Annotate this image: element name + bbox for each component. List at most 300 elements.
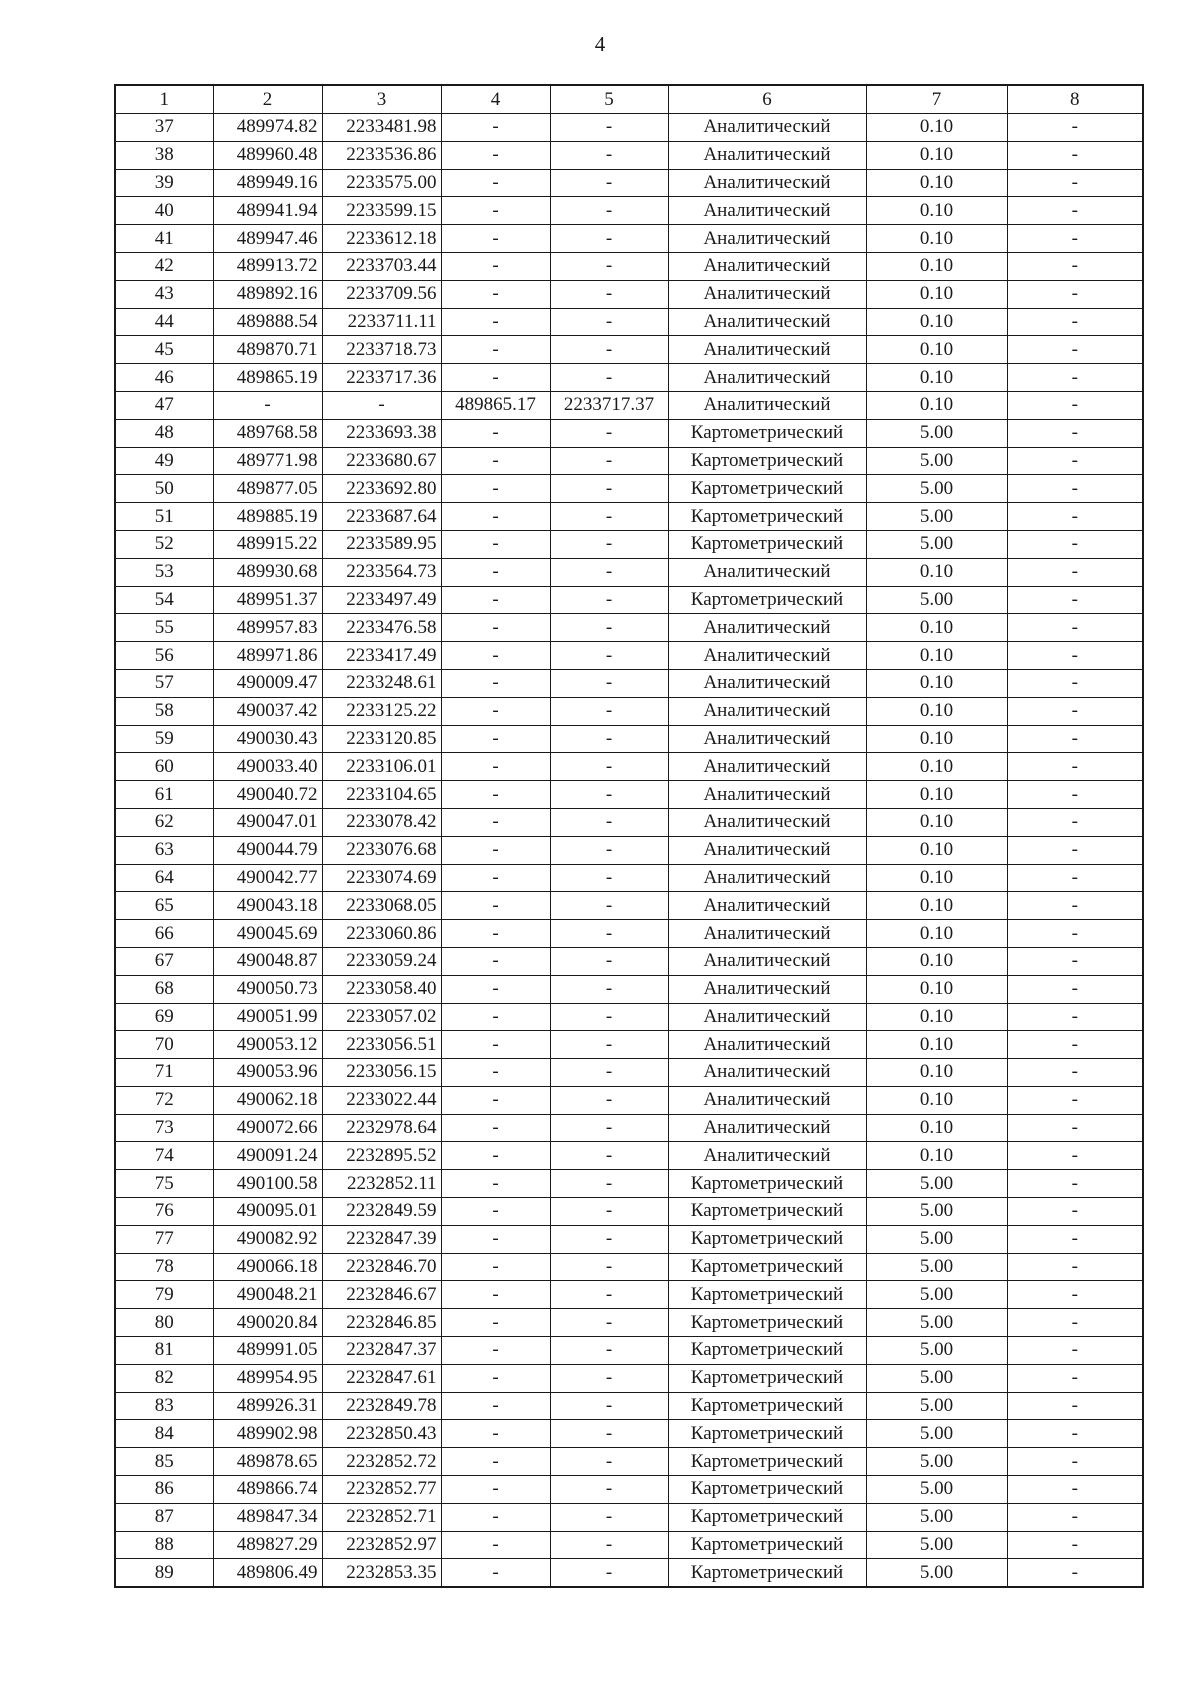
table-cell-col-7: 5.00 [866,1225,1007,1253]
table-cell-col-4: - [441,781,550,809]
table-cell-col-8: - [1007,1309,1143,1337]
table-cell-col-1: 62 [115,808,213,836]
table-cell-col-8: - [1007,836,1143,864]
table-cell-col-8: - [1007,1003,1143,1031]
table-cell-col-7: 5.00 [866,1420,1007,1448]
table-cell-col-5: - [550,1225,668,1253]
table-row [115,781,1143,809]
table-cell-col-4: - [441,308,550,336]
table-cell-col-6: Картометрический [668,1225,866,1253]
table-cell-col-7: 0.10 [866,697,1007,725]
table-cell-col-3: 2233022.44 [322,1086,441,1114]
table-row [115,975,1143,1003]
table-row [115,1531,1143,1559]
table-cell-col-4: - [441,419,550,447]
table-cell-col-4: - [441,364,550,392]
table-cell-col-6: Аналитический [668,197,866,225]
table-cell-col-5: - [550,892,668,920]
table-row [115,114,1143,142]
table-cell-col-7: 5.00 [866,447,1007,475]
table-cell-col-5: - [550,558,668,586]
table-cell-col-8: - [1007,1448,1143,1476]
table-cell-col-1: 85 [115,1448,213,1476]
table-cell-col-1: 67 [115,947,213,975]
table-cell-col-5: - [550,336,668,364]
table-cell-col-3: 2233125.22 [322,697,441,725]
column-header-8: 8 [1007,85,1143,114]
table-cell-col-2: 490072.66 [213,1114,322,1142]
table-cell-col-6: Аналитический [668,642,866,670]
table-cell-col-6: Аналитический [668,1114,866,1142]
table-cell-col-3: 2233058.40 [322,975,441,1003]
table-cell-col-3: 2232850.43 [322,1420,441,1448]
table-cell-col-8: - [1007,697,1143,725]
table-cell-col-7: 5.00 [866,1281,1007,1309]
column-header-4: 4 [441,85,550,114]
table-cell-col-6: Аналитический [668,336,866,364]
table-cell-col-7: 0.10 [866,836,1007,864]
table-cell-col-8: - [1007,197,1143,225]
table-row [115,475,1143,503]
table-cell-col-6: Аналитический [668,252,866,280]
table-cell-col-6: Картометрический [668,503,866,531]
table-cell-col-8: - [1007,1170,1143,1198]
table-cell-col-7: 0.10 [866,336,1007,364]
table-cell-col-7: 5.00 [866,1337,1007,1365]
table-cell-col-4: - [441,669,550,697]
table-cell-col-5: - [550,1031,668,1059]
table-cell-col-8: - [1007,503,1143,531]
table-cell-col-8: - [1007,1531,1143,1559]
table-cell-col-4: - [441,1003,550,1031]
table-cell-col-2: 490051.99 [213,1003,322,1031]
table-cell-col-1: 57 [115,669,213,697]
table-cell-col-4: - [441,1559,550,1587]
table-cell-col-4: - [441,1392,550,1420]
table-cell-col-5: - [550,920,668,948]
table-cell-col-4: - [441,1086,550,1114]
table-cell-col-8: - [1007,419,1143,447]
table-cell-col-7: 5.00 [866,1503,1007,1531]
table-cell-col-2: 489865.19 [213,364,322,392]
table-cell-col-2: 489768.58 [213,419,322,447]
table-row [115,1086,1143,1114]
table-cell-col-6: Аналитический [668,1059,866,1087]
table-cell-col-3: 2233703.44 [322,252,441,280]
table-row [115,1476,1143,1504]
table-cell-col-3: 2233104.65 [322,781,441,809]
table-cell-col-2: - [213,391,322,419]
table-cell-col-1: 51 [115,503,213,531]
table-row [115,669,1143,697]
table-cell-col-3: 2233481.98 [322,114,441,142]
table-cell-col-3: 2233106.01 [322,753,441,781]
table-cell-col-5: - [550,1309,668,1337]
table-cell-col-8: - [1007,614,1143,642]
table-row [115,1420,1143,1448]
table-cell-col-8: - [1007,947,1143,975]
table-cell-col-7: 0.10 [866,892,1007,920]
table-cell-col-4: - [441,169,550,197]
table-cell-col-5: - [550,1281,668,1309]
table-cell-col-6: Аналитический [668,1142,866,1170]
table-cell-col-1: 77 [115,1225,213,1253]
table-cell-col-8: - [1007,475,1143,503]
table-cell-col-2: 489866.74 [213,1476,322,1504]
table-cell-col-3: 2232978.64 [322,1114,441,1142]
table-row [115,1114,1143,1142]
table-cell-col-2: 489947.46 [213,225,322,253]
table-cell-col-5: - [550,1198,668,1226]
table-cell-col-8: - [1007,1364,1143,1392]
table-cell-col-2: 489888.54 [213,308,322,336]
table-cell-col-6: Картометрический [668,1170,866,1198]
table-cell-col-6: Аналитический [668,669,866,697]
table-cell-col-7: 5.00 [866,1392,1007,1420]
table-cell-col-2: 490020.84 [213,1309,322,1337]
table-cell-col-5: - [550,1086,668,1114]
table-cell-col-2: 489971.86 [213,642,322,670]
table-cell-col-3: 2233076.68 [322,836,441,864]
table-cell-col-1: 50 [115,475,213,503]
table-cell-col-1: 46 [115,364,213,392]
table-cell-col-4: - [441,920,550,948]
table-cell-col-5: - [550,1392,668,1420]
table-cell-col-1: 63 [115,836,213,864]
table-cell-col-1: 59 [115,725,213,753]
table-cell-col-1: 44 [115,308,213,336]
header-row [115,85,1143,114]
table-cell-col-1: 75 [115,1170,213,1198]
table-cell-col-8: - [1007,1337,1143,1365]
table-cell-col-3: 2233711.11 [322,308,441,336]
table-row [115,364,1143,392]
table-cell-col-5: - [550,1337,668,1365]
table-cell-col-2: 490047.01 [213,808,322,836]
table-cell-col-2: 489885.19 [213,503,322,531]
table-cell-col-2: 490043.18 [213,892,322,920]
table-cell-col-3: 2232849.78 [322,1392,441,1420]
table-cell-col-7: 0.10 [866,1003,1007,1031]
table-cell-col-6: Аналитический [668,1003,866,1031]
table-cell-col-3: 2233612.18 [322,225,441,253]
table-cell-col-3: - [322,391,441,419]
table-cell-col-8: - [1007,558,1143,586]
table-cell-col-2: 489957.83 [213,614,322,642]
table-header [115,85,1143,114]
table-cell-col-7: 5.00 [866,475,1007,503]
table-cell-col-1: 45 [115,336,213,364]
table-cell-col-7: 0.10 [866,1114,1007,1142]
table-cell-col-4: - [441,892,550,920]
table-cell-col-6: Аналитический [668,920,866,948]
table-cell-col-7: 0.10 [866,558,1007,586]
table-row [115,503,1143,531]
table-cell-col-4: - [441,1503,550,1531]
table-cell-col-7: 5.00 [866,503,1007,531]
table-cell-col-6: Аналитический [668,280,866,308]
table-cell-col-8: - [1007,642,1143,670]
table-cell-col-2: 490082.92 [213,1225,322,1253]
table-cell-col-2: 489771.98 [213,447,322,475]
table-cell-col-3: 2233417.49 [322,642,441,670]
table-row [115,1309,1143,1337]
table-cell-col-3: 2232846.85 [322,1309,441,1337]
table-cell-col-8: - [1007,1059,1143,1087]
table-cell-col-8: - [1007,753,1143,781]
table-cell-col-2: 489941.94 [213,197,322,225]
table-row [115,1281,1143,1309]
table-cell-col-4: - [441,336,550,364]
table-row [115,1503,1143,1531]
table-cell-col-8: - [1007,447,1143,475]
page-number: 4 [594,32,606,56]
table-cell-col-4: - [441,1531,550,1559]
table-cell-col-2: 489806.49 [213,1559,322,1587]
table-cell-col-7: 0.10 [866,725,1007,753]
table-cell-col-8: - [1007,141,1143,169]
table-cell-col-1: 79 [115,1281,213,1309]
table-cell-col-3: 2233056.51 [322,1031,441,1059]
table-cell-col-7: 5.00 [866,1170,1007,1198]
table-cell-col-2: 489960.48 [213,141,322,169]
table-cell-col-3: 2233692.80 [322,475,441,503]
table-cell-col-1: 65 [115,892,213,920]
table-cell-col-3: 2233693.38 [322,419,441,447]
table-cell-col-1: 41 [115,225,213,253]
table-cell-col-7: 0.10 [866,753,1007,781]
table-cell-col-8: - [1007,225,1143,253]
table-cell-col-2: 489847.34 [213,1503,322,1531]
table-body [115,114,1143,1588]
table-cell-col-5: - [550,975,668,1003]
table-cell-col-3: 2233564.73 [322,558,441,586]
table-cell-col-2: 489915.22 [213,530,322,558]
table-cell-col-4: - [441,1281,550,1309]
table-cell-col-6: Картометрический [668,1309,866,1337]
table-cell-col-7: 5.00 [866,586,1007,614]
table-cell-col-4: - [441,1114,550,1142]
table-cell-col-6: Аналитический [668,391,866,419]
table-cell-col-7: 5.00 [866,1364,1007,1392]
table-cell-col-3: 2233497.49 [322,586,441,614]
table-cell-col-8: - [1007,114,1143,142]
table-cell-col-2: 490030.43 [213,725,322,753]
table-cell-col-5: - [550,781,668,809]
table-row [115,808,1143,836]
table-cell-col-2: 489878.65 [213,1448,322,1476]
table-cell-col-2: 490037.42 [213,697,322,725]
column-header-7: 7 [866,85,1007,114]
table-cell-col-1: 73 [115,1114,213,1142]
table-row [115,1337,1143,1365]
table-cell-col-2: 489949.16 [213,169,322,197]
table-cell-col-7: 0.10 [866,864,1007,892]
table-cell-col-7: 0.10 [866,947,1007,975]
table-cell-col-5: - [550,1253,668,1281]
table-cell-col-3: 2232852.77 [322,1476,441,1504]
table-cell-col-2: 490095.01 [213,1198,322,1226]
table-cell-col-4: - [441,141,550,169]
table-cell-col-3: 2232852.97 [322,1531,441,1559]
table-cell-col-7: 0.10 [866,669,1007,697]
table-cell-col-2: 490053.96 [213,1059,322,1087]
table-cell-col-5: - [550,1142,668,1170]
table-cell-col-6: Аналитический [668,558,866,586]
table-cell-col-7: 5.00 [866,1448,1007,1476]
table-cell-col-4: - [441,447,550,475]
table-cell-col-3: 2232852.71 [322,1503,441,1531]
table-cell-col-8: - [1007,308,1143,336]
table-cell-col-1: 78 [115,1253,213,1281]
table-cell-col-2: 489892.16 [213,280,322,308]
table-cell-col-6: Аналитический [668,808,866,836]
table-cell-col-5: - [550,475,668,503]
table-cell-col-3: 2233059.24 [322,947,441,975]
table-row [115,169,1143,197]
table-cell-col-5: - [550,141,668,169]
table-cell-col-5: - [550,280,668,308]
table-cell-col-1: 68 [115,975,213,1003]
table-cell-col-7: 0.10 [866,141,1007,169]
table-cell-col-5: - [550,1003,668,1031]
table-cell-col-6: Картометрический [668,447,866,475]
table-cell-col-4: - [441,697,550,725]
table-cell-col-4: - [441,753,550,781]
table-cell-col-2: 490009.47 [213,669,322,697]
table-cell-col-5: - [550,836,668,864]
table-cell-col-5: - [550,114,668,142]
table-row [115,753,1143,781]
table-row [115,336,1143,364]
table-row [115,1142,1143,1170]
table-cell-col-6: Аналитический [668,169,866,197]
table-cell-col-3: 2233718.73 [322,336,441,364]
table-cell-col-8: - [1007,1476,1143,1504]
table-cell-col-7: 0.10 [866,1031,1007,1059]
table-cell-col-3: 2233589.95 [322,530,441,558]
table-cell-col-6: Картометрический [668,1253,866,1281]
table-cell-col-3: 2232849.59 [322,1198,441,1226]
table-cell-col-6: Аналитический [668,725,866,753]
table-cell-col-7: 0.10 [866,252,1007,280]
table-cell-col-4: - [441,642,550,670]
table-row [115,614,1143,642]
table-cell-col-1: 48 [115,419,213,447]
table-cell-col-1: 55 [115,614,213,642]
table-cell-col-2: 490053.12 [213,1031,322,1059]
table-cell-col-6: Картометрический [668,1364,866,1392]
table-cell-col-4: - [441,975,550,1003]
table-row [115,141,1143,169]
table-cell-col-7: 0.10 [866,225,1007,253]
column-header-2: 2 [213,85,322,114]
table-cell-col-6: Картометрический [668,419,866,447]
table-cell-col-1: 60 [115,753,213,781]
table-cell-col-5: - [550,1420,668,1448]
table-cell-col-7: 0.10 [866,1059,1007,1087]
table-cell-col-3: 2232847.39 [322,1225,441,1253]
table-row [115,586,1143,614]
table-row [115,642,1143,670]
table-cell-col-4: - [441,1309,550,1337]
table-cell-col-8: - [1007,725,1143,753]
table-cell-col-7: 0.10 [866,614,1007,642]
table-cell-col-1: 64 [115,864,213,892]
table-cell-col-4: - [441,114,550,142]
table-cell-col-8: - [1007,669,1143,697]
table-cell-col-8: - [1007,920,1143,948]
table-cell-col-1: 56 [115,642,213,670]
table-cell-col-2: 490048.87 [213,947,322,975]
table-cell-col-4: - [441,586,550,614]
table-cell-col-5: - [550,725,668,753]
table-cell-col-2: 490042.77 [213,864,322,892]
table-cell-col-5: - [550,419,668,447]
table-cell-col-8: - [1007,586,1143,614]
table-cell-col-4: - [441,836,550,864]
table-row [115,252,1143,280]
table-cell-col-6: Аналитический [668,308,866,336]
table-cell-col-5: - [550,1114,668,1142]
table-cell-col-2: 489870.71 [213,336,322,364]
table-row [115,419,1143,447]
table-cell-col-4: - [441,1253,550,1281]
table-cell-col-7: 5.00 [866,1476,1007,1504]
table-cell-col-8: - [1007,1559,1143,1587]
table-cell-col-8: - [1007,169,1143,197]
table-row [115,725,1143,753]
table-cell-col-1: 76 [115,1198,213,1226]
table-cell-col-3: 2232846.67 [322,1281,441,1309]
table-cell-col-4: - [441,1170,550,1198]
table-cell-col-6: Аналитический [668,836,866,864]
table-row [115,280,1143,308]
table-cell-col-2: 490040.72 [213,781,322,809]
table-cell-col-5: - [550,586,668,614]
table-cell-col-2: 489913.72 [213,252,322,280]
table-cell-col-4: - [441,197,550,225]
table-cell-col-5: - [550,252,668,280]
table-cell-col-4: - [441,725,550,753]
table-cell-col-1: 80 [115,1309,213,1337]
table-cell-col-5: - [550,447,668,475]
table-cell-col-1: 42 [115,252,213,280]
table-cell-col-5: - [550,1531,668,1559]
table-cell-col-1: 39 [115,169,213,197]
table-cell-col-2: 489974.82 [213,114,322,142]
table-cell-col-2: 490091.24 [213,1142,322,1170]
table-cell-col-4: - [441,1142,550,1170]
table-cell-col-1: 87 [115,1503,213,1531]
table-cell-col-5: - [550,364,668,392]
table-cell-col-7: 0.10 [866,114,1007,142]
table-row [115,1253,1143,1281]
table-cell-col-7: 0.10 [866,391,1007,419]
table-cell-col-5: - [550,197,668,225]
table-cell-col-3: 2233068.05 [322,892,441,920]
table-row [115,697,1143,725]
table-cell-col-6: Картометрический [668,1448,866,1476]
table-cell-col-8: - [1007,364,1143,392]
table-row [115,530,1143,558]
table-cell-col-7: 0.10 [866,642,1007,670]
table-cell-col-8: - [1007,1253,1143,1281]
table-cell-col-7: 0.10 [866,280,1007,308]
table-cell-col-1: 49 [115,447,213,475]
table-cell-col-1: 83 [115,1392,213,1420]
table-cell-col-7: 5.00 [866,419,1007,447]
